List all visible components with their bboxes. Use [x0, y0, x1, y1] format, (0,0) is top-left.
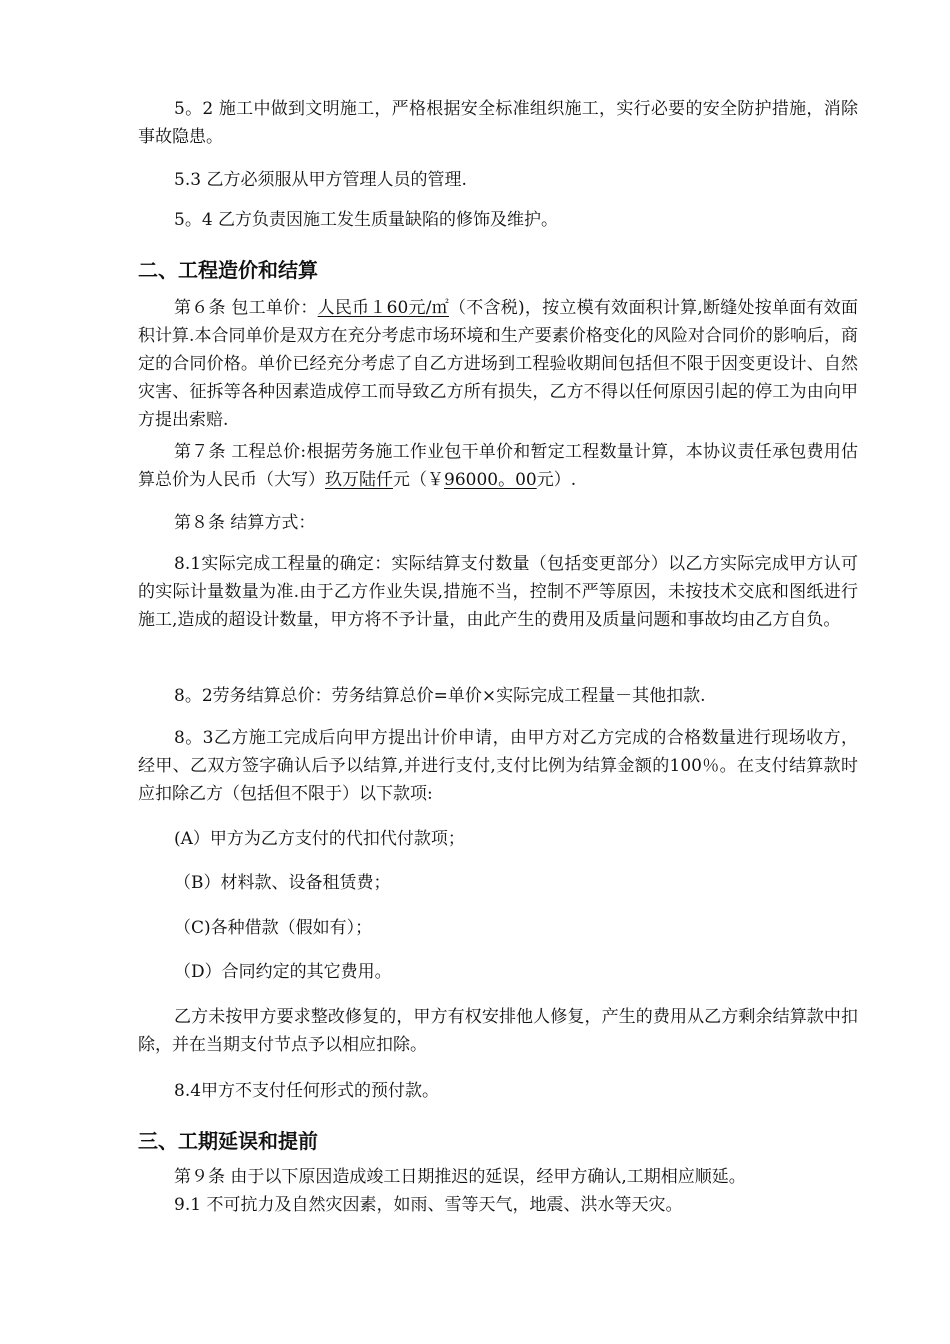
- clause-8-1: 8.1实际完成工程量的确定：实际结算支付数量（包括变更部分）以乙方实际完成甲方认可的实际计量数量为准.由于乙方作业失误,措施不当，控制不严等原因，未按技术交底和图纸进行施工,造成的超设计数量，甲方将不予计量，由此产生的费用及质量问题和事故均由乙方自负。: [138, 554, 858, 630]
- article-7-mid: 元（￥: [393, 470, 444, 490]
- section-heading-3: 三、工期延误和提前: [138, 1129, 318, 1153]
- article-7-suffix: 元）.: [536, 470, 577, 490]
- clause-8-4: 8.4甲方不支付任何形式的预付款。: [174, 1081, 440, 1101]
- deduction-item-b: （B）材料款、设备租赁费；: [174, 873, 391, 893]
- article-7: [138, 438, 858, 494]
- total-amount-words: 玖万陆仟: [325, 470, 393, 490]
- clause-5-4: 5。4 乙方负责因施工发生质量缺陷的修饰及维护。: [174, 210, 559, 230]
- article-9-intro: 第９条 由于以下原因造成竣工日期推迟的延误，经甲方确认,工期相应顺延。: [174, 1167, 746, 1187]
- article-6-body: （不含税)，按立模有效面积计算,断缝处按单面有效面积计算.本合同单价是双方在充分考虑市场环境和生产要素价格变化的风险对合同价的影响后，商定的合同价格。单价已经充分考虑了自乙方进场到工程验收期间包括但不限于因变更设计、自然灾害、征拆等各种因素造成停工而导致乙方所有损失，乙方不得以任何原因引起的停工为由向甲方提出索赔.: [138, 298, 858, 430]
- article-6-prefix: 第６条 包工单价：: [174, 298, 318, 318]
- clause-8-3: 8。3乙方施工完成后向甲方提出计价申请，由甲方对乙方完成的合格数量进行现场收方，经甲、乙双方签字确认后予以结算,并进行支付,支付比例为结算金额的100％。在支付结算款时应扣除乙方（包括但不限于）以下款项:: [138, 728, 858, 804]
- deduction-item-d: （D）合同约定的其它费用。: [174, 962, 392, 982]
- article-7-prefix: 第７条 工程总价:根据劳务施工作业包干单价和暂定工程数量计算，本协议责任承包费用估算总价为人民币（大写）: [138, 442, 858, 490]
- article-8-title: 第８条 结算方式：: [174, 513, 316, 533]
- repair-clause: 乙方未按甲方要求整改修复的，甲方有权安排他人修复，产生的费用从乙方剩余结算款中扣除，并在当期支付节点予以相应扣除。: [138, 1007, 858, 1055]
- section-heading-2: 二、工程造价和结算: [138, 258, 318, 282]
- clause-8-2: 8。2劳务结算总价：劳务结算总价=单价×实际完成工程量－其他扣款.: [174, 686, 706, 706]
- deduction-item-a: (A）甲方为乙方支付的代扣代付款项；: [174, 829, 465, 849]
- total-amount-number: 96000。00: [444, 470, 537, 490]
- clause-5-3: 5.3 乙方必须服从甲方管理人员的管理.: [174, 170, 467, 190]
- deduction-item-c: （C)各种借款（假如有）；: [174, 918, 373, 938]
- unit-price: 人民币１60元/㎡: [317, 298, 449, 318]
- clause-9-1: 9.1 不可抗力及自然灾因素，如雨、雪等天气，地震、洪水等天灾。: [174, 1195, 683, 1215]
- clause-5-2: 5。2 施工中做到文明施工，严格根据安全标准组织施工，实行必要的安全防护措施，消除事故隐患。: [138, 99, 858, 147]
- article-6: [138, 294, 858, 434]
